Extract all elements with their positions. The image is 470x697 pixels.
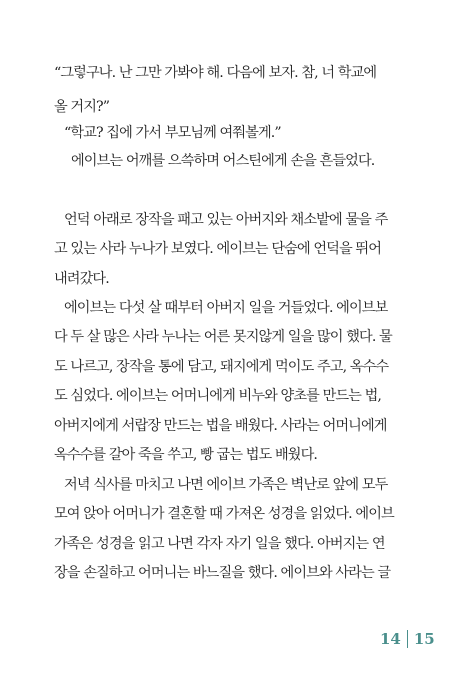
text-line-5: 언덕 아래로 장작을 패고 있는 아버지와 채소밭에 물을 주 — [64, 212, 388, 228]
text-line-1: “그렇구나. 난 그만 가봐야 해. 다음에 보자. 참, 너 학교에 — [54, 65, 377, 81]
text-line-8: 에이브는 다섯 살 때부터 아버지 일을 거들었다. 에이브보 — [64, 300, 388, 316]
page-number-left: 14 — [380, 630, 401, 648]
text-line-2: 올 거지?” — [54, 99, 110, 115]
text-line-13: 옥수수를 갈아 죽을 쑤고, 빵 굽는 법도 배웠다. — [54, 447, 317, 463]
page-number-folio — [380, 628, 435, 650]
text-line-11: 도 심었다. 에이브는 어머니에게 비누와 양초를 만드는 법, — [54, 388, 382, 404]
text-line-6: 고 있는 사라 누나가 보였다. 에이브는 단숨에 언덕을 뛰어 — [54, 241, 382, 257]
text-line-12: 아버지에게 서랍장 만드는 법을 배웠다. 사라는 어머니에게 — [54, 418, 387, 434]
folio-divider — [407, 630, 408, 648]
text-line-15: 모여 앉아 어머니가 결혼할 때 가져온 성경을 읽었다. 에이브 — [54, 506, 394, 522]
text-line-17: 장을 손질하고 어머니는 바느질을 했다. 에이브와 사라는 글 — [54, 565, 391, 581]
text-line-9: 다 두 살 많은 사라 누나는 어른 못지않게 일을 많이 했다. 물 — [54, 329, 392, 345]
text-line-10: 도 나르고, 장작을 통에 담고, 돼지에게 먹이도 주고, 옥수수 — [54, 359, 389, 375]
text-line-3: “학교? 집에 가서 부모님께 여쭤볼게.” — [64, 125, 281, 141]
text-line-16: 가족은 성경을 읽고 나면 각자 자기 일을 했다. 아버지는 연 — [54, 536, 385, 552]
text-line-4: 에이브는 어깨를 으쓱하며 어스틴에게 손을 흔들었다. — [71, 153, 375, 169]
page-number-right: 15 — [413, 630, 435, 648]
text-line-7: 내려갔다. — [54, 271, 109, 287]
text-line-14: 저녁 식사를 마치고 나면 에이브 가족은 벽난로 앞에 모두 — [64, 477, 388, 493]
